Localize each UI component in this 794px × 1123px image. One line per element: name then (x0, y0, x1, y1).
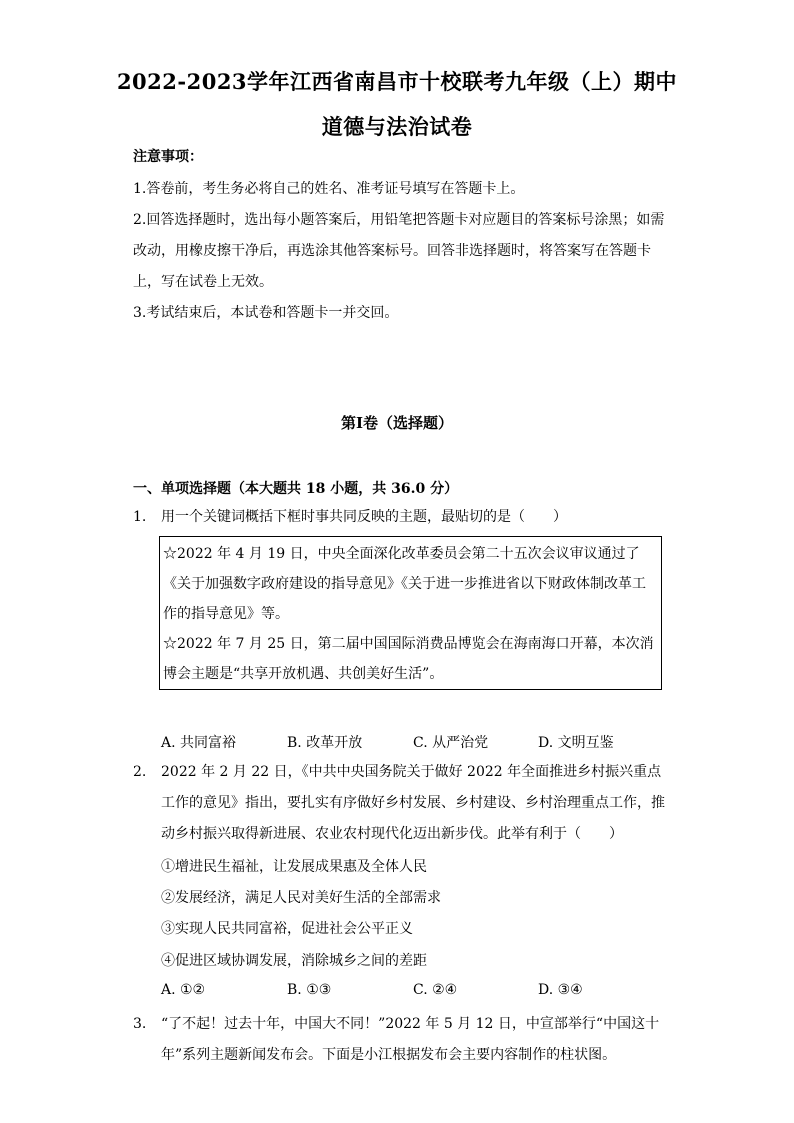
q1-option-a[interactable]: A. 共同富裕 (161, 735, 237, 751)
news-item-2: ☆2022 年 7 月 25 日，第二届中国国际消费品博览会在海南海口开幕，本次消博会主题是“共享开放机遇、共创美好生活”。 (163, 636, 654, 682)
question-3-stem: “了不起！过去十年，中国大不同！”2022 年 5 月 12 日，中宣部举行“中国这十年”系列主题新闻发布会。下面是小江根据发布会主要内容制作的柱状图。 (161, 1016, 660, 1063)
question-3-number: 3. (133, 1016, 147, 1032)
question-2-stem: 2022 年 2 月 22 日，《中共中央国务院关于做好 2022 年全面推进乡村振兴重点工作的意见》指出，要扎实有序做好乡村发展、乡村建设、乡村治理重点工作，推动乡村振兴取得新进展、农业农村现代化迈出新步伐。此举有利于（ ） (161, 764, 665, 842)
question-1-news-box (159, 536, 662, 690)
section-title: 第Ⅰ卷（选择题） (340, 414, 454, 432)
notes-heading: 注意事项： (133, 149, 203, 165)
question-1-number: 1. (133, 509, 147, 525)
q2-statement-1: ①增进民生福祉，让发展成果惠及全体人民 (161, 859, 427, 875)
note-item-1: 1.答卷前，考生务必将自己的姓名、准考证号填写在答题卡上。 (133, 181, 525, 197)
q2-option-c[interactable]: C. ②④ (413, 982, 458, 998)
note-item-3: 3.考试结束后，本试卷和答题卡一并交回。 (133, 305, 399, 321)
q1-option-c[interactable]: C. 从严治党 (413, 735, 489, 751)
q1-option-b[interactable]: B. 改革开放 (287, 735, 363, 751)
part-title: 一、单项选择题（本大题共 18 小题，共 36.0 分） (133, 481, 459, 497)
exam-title-line1: 2022-2023学年江西省南昌市十校联考九年级（上）期中 (116, 69, 678, 94)
q2-statement-3: ③实现人民共同富裕，促进社会公平正义 (161, 921, 413, 937)
question-1-stem: 用一个关键词概括下框时事共同反映的主题，最贴切的是（ ） (161, 509, 567, 525)
question-2-number: 2. (133, 764, 147, 780)
q2-option-a[interactable]: A. ①② (161, 982, 206, 998)
q2-option-b[interactable]: B. ①③ (287, 982, 332, 998)
q1-option-d[interactable]: D. 文明互鉴 (538, 735, 614, 751)
news-item-1: ☆2022 年 4 月 19 日，中央全面深化改革委员会第二十五次会议审议通过了《关于加强数字政府建设的指导意见》《关于进一步推进省以下财政体制改革工作的指导意见》等。 (163, 546, 646, 622)
q2-statement-4: ④促进区域协调发展，消除城乡之间的差距 (161, 953, 427, 969)
note-item-2: 2.回答选择题时，选出每小题答案后，用铅笔把答题卡对应题目的答案标号涂黑；如需改动，用橡皮擦干净后，再选涂其他答案标号。回答非选择题时，将答案写在答题卡上，写在试卷上无效。 (133, 212, 665, 290)
notes-list (133, 174, 673, 329)
exam-title-line2: 道德与法治试卷 (321, 114, 473, 139)
q2-statement-2: ②发展经济，满足人民对美好生活的全部需求 (161, 890, 441, 906)
q2-option-d[interactable]: D. ③④ (538, 982, 583, 998)
